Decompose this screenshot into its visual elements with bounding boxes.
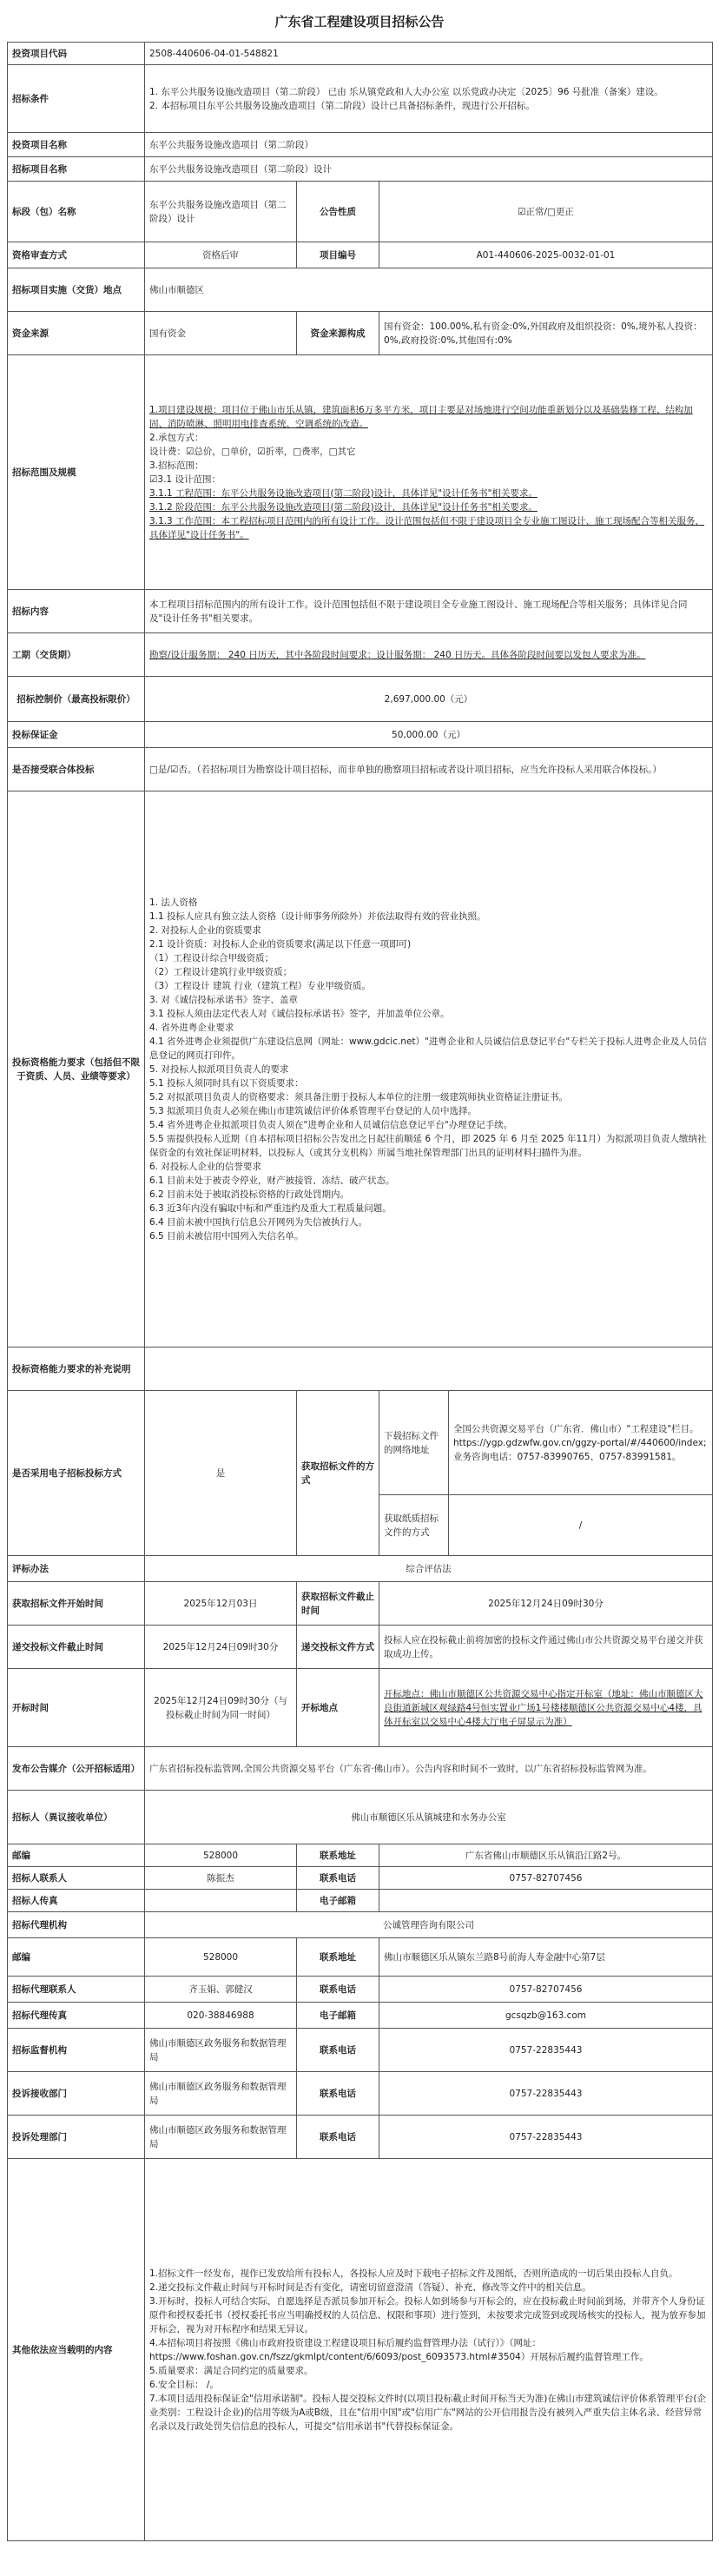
label-requirements: 投标资格能力要求（包括但不限于资质、人员、业绩等要求） <box>8 791 145 1348</box>
value-project-number: A01-440606-2025-0032-01-01 <box>379 242 713 268</box>
row-supplement <box>8 1348 713 1391</box>
value-complaint-phone: 0757-22835443 <box>379 2072 713 2116</box>
value-fund-source-structure: 国有资金：100.00%,私有资金:0%,外国政府及组织投资：0%,境外私人投资：0%,政府投资:0%,其他国有:0% <box>379 312 713 355</box>
label-supervisor: 招标监督机构 <box>8 2029 145 2072</box>
value-requirements: 1. 法人资格 1.1 投标人应具有独立法人资格（设计师事务所除外）并依法取得有效的营业执照。 2. 对投标人企业的资质要求 2.1 设计资质：对投标人企业的资质要求(满足以下任意一项即可) （1）工程设计综合甲级资质； （2）工程设计建筑行业甲级资质； （3）工程设计 建筑 行业（建筑工程）专业甲级资质。 3. 对《诚信投标承诺书》签字、盖章 3.1 投标人须由法定代表人对《诚信投标承诺书》签字，并加盖单位公章。 4. 省外进粤企业要求 4.1 省外进粤企业须提供广东建设信息网（网址：www.gdcic.net）"进粤企业和人员诚信信息登记平台"专栏关于投标人进粤企业及人员信息登记的网页打印件。 5. 对投标人拟派项目负责人的要求 5.1 投标人须同时具有以下资质要求： 5.2 对拟派项目负责人的资格要求：须具备注册于投标人本单位的注册一级建筑师执业资格证注册证书。 5.3 拟派项目负责人必须在佛山市建筑诚信评价体系管理平台登记的人员中选择。 5.4 省外进粤企业拟派项目负责人须在"进粤企业和人员诚信信息登记平台"办理登记手续。 5.5 需提供投标人近期（自本招标项目招标公告发出之日起往前顺延 6 个月，即 2025 年 6 月至 2025 年11月）为拟派项目负责人缴纳社保资金的有效社保证明材料，以投标人（或其分支机构）所属当地社保管理部门出具的证明材料扫描件为准。 6. 对投标人企业的信誉要求 6.1 目前未处于被责令停业，财产被接管、冻结、破产状态。 6.2 目前未处于被取消投标资格的行政处罚期内。 6.3 近3年内没有骗取中标和严重违约及重大工程质量问题。 6.4 目前未被中国执行信息公开网列为失信被执行人。 6.5 目前未被信用中国列入失信名单。 <box>145 791 713 1348</box>
row-media <box>8 1747 713 1791</box>
label-joint-bid: 是否接受联合体投标 <box>8 748 145 791</box>
row-project-code <box>8 43 713 65</box>
row-bidding-project-name <box>8 157 713 182</box>
value-submit-deadline: 2025年12月24日09时30分 <box>145 1626 297 1669</box>
scope-line-4: 3.招标范围： <box>149 460 204 471</box>
row-electronic-bid <box>8 1391 713 1495</box>
row-other <box>8 2159 713 2541</box>
label-fund-source-structure: 资金来源构成 <box>297 312 379 355</box>
row-joint-bid <box>8 748 713 791</box>
value-supplement <box>145 1348 713 1391</box>
value-qualification-review: 资格后审 <box>145 242 297 268</box>
row-fund-source <box>8 312 713 355</box>
value-bidding-condition: 1. 东平公共服务设施改造项目（第二阶段） 已由 乐从镇党政和人大办公室 以乐党政办决定〔2025〕96 号批准（备案）建设。 2. 本招标项目东平公共服务设施改造项目（第二阶段）设计已具备招标条件，现进行公开招标。 <box>145 65 713 133</box>
label-project-number: 项目编号 <box>297 242 379 268</box>
value-tenderer: 佛山市顺德区乐从镇城建和水务办公室 <box>145 1791 713 1844</box>
label-project-code: 投资项目代码 <box>8 43 145 65</box>
row-bidding-condition <box>8 65 713 133</box>
label-agency-postcode: 邮编 <box>8 1938 145 1977</box>
label-scope: 招标范围及规模 <box>8 355 145 590</box>
value-other: 1.招标文件一经发布，视作已发放给所有投标人，各投标人应及时下载电子招标文件及图纸，否则所造成的一切后果由投标人自负。 2.递交投标文件截止时间与开标时间是否有变化，请密切留意澄清（答疑）、补充、修改等文件中的相关信息。 3.开标时，投标人可结合实际，自愿选择是否派员参加开标会。投标人如到场参与开标会的，应在投标截止时间前到场，并带齐个人身份证原件和授权委托书（授权委托书应当明确授权的人员信息、权限和事项）进行签到，未按要求完成签到或现场核实的投标人，视为放弃参加开标会，视为对开标程序和结果无异议。 4.本招标项目将按照《佛山市政府投资建设工程建设项目标后履约监督管理办法（试行）》（网址：https://www.foshan.gov.cn/fszz/gkmlpt/content/6/6093/post_6093573.html#3504）开展标后履约监督管理工作。 5.质量要求：满足合同约定的质量要求。 6.安全目标： /。 7.本项目适用投标保证金"信用承诺制"。投标人提交投标文件时(以项目投标截止时间开标当天为准)在佛山市建筑诚信评价体系管理平台(企业类别：工程设计企业)的信用等级为A或B级，且在"信用中国"或"信用广东"网站的公开信用报告没有被列入严重失信主体名录、经营异常名录以及行政处罚失信信息的投标人，可提交"信用承诺书"代替投标保证金。 <box>145 2159 713 2541</box>
label-download-address: 下载招标文件的网络地址 <box>379 1391 449 1495</box>
label-tenderer: 招标人（異议接收单位） <box>8 1791 145 1844</box>
value-duration: 勘察/设计服务期： 240 日历天，其中各阶段时间要求：设计服务期： 240 日历天。具体各阶段时间要以发包人要求为准。 <box>145 633 713 677</box>
value-agency-address: 佛山市顺德区乐从镇东兰路8号前海人寿金融中心第7层 <box>379 1938 713 1977</box>
value-location: 佛山市顺德区 <box>145 268 713 312</box>
row-supervisor <box>8 2029 713 2072</box>
value-agency-email[interactable]: gcsqzb@163.com <box>379 2003 713 2029</box>
label-location: 招标项目实施（交货）地点 <box>8 268 145 312</box>
label-tenderer-postcode: 邮编 <box>8 1844 145 1867</box>
label-complaint-handler: 投诉处理部门 <box>8 2116 145 2159</box>
scope-line-6: 3.1.1 工程范围：东平公共服务设施改造项目(第二阶段)设计，具体详见"设计任务书"相关要求。 <box>149 487 538 499</box>
label-content: 招标内容 <box>8 590 145 633</box>
value-tenderer-email <box>379 1890 713 1912</box>
value-tenderer-phone: 0757-82707456 <box>379 1867 713 1890</box>
value-content: 本工程项目招标范围内的所有设计工作。设计范围包括但不限于建设项目全专业施工图设计、施工现场配合等相关服务；具体详见合同及"设计任务书"相关要求。 <box>145 590 713 633</box>
label-section-name: 标段（包）名称 <box>8 182 145 242</box>
value-investment-project-name: 东平公共服务设施改造项目（第二阶段） <box>145 133 713 157</box>
value-control-price: 2,697,000.00（元） <box>145 677 713 722</box>
label-duration: 工期（交货期） <box>8 633 145 677</box>
row-complaint-handler <box>8 2116 713 2159</box>
label-agency-phone: 联系电话 <box>297 1977 379 2003</box>
row-agency-fax <box>8 2003 713 2029</box>
value-supervisor-phone: 0757-22835443 <box>379 2029 713 2072</box>
row-evaluation <box>8 1556 713 1582</box>
row-file-time <box>8 1582 713 1626</box>
value-tenderer-contact: 陈振杰 <box>145 1867 297 1890</box>
value-submit-method: 投标人应在投标截止前将加密的投标文件通过佛山市公共资源交易平台递交并获取成功上传。 <box>379 1626 713 1669</box>
row-tenderer-fax <box>8 1890 713 1912</box>
row-agency-postcode <box>8 1938 713 1977</box>
row-section-name <box>8 182 713 242</box>
label-file-method: 获取招标文件的方式 <box>297 1391 379 1556</box>
row-control-price <box>8 677 713 722</box>
scope-line-5: ☑3.1 设计范围： <box>149 473 221 485</box>
row-complaint <box>8 2072 713 2116</box>
label-complaint: 投诉接收部门 <box>8 2072 145 2116</box>
scope-line-7: 3.1.2 阶段范围：东平公共服务设施改造项目(第二阶段)设计，具体详见"设计任务书"相关要求。 <box>149 501 538 513</box>
row-location <box>8 268 713 312</box>
value-agency-postcode: 528000 <box>145 1938 297 1977</box>
value-complaint-handler: 佛山市顺德区政务服务和数据管理局 <box>145 2116 297 2159</box>
scope-line-8: 3.1.3 工作范围：本工程招标项目范围内的所有设计工作。设计范围包括但不限于建设项目全专业施工图设计、施工现场配合等相关服务，具体详见"设计任务书"。 <box>149 515 705 540</box>
value-opening-place: 开标地点：佛山市顺德区公共资源交易中心指定开标室（地址：佛山市顺德区大良街道新城区观绿路4号恒实置业广场1号楼楼顺德区公共资源交易中心4楼，具体开标室以交易中心4楼大厅电子屏显示为准） <box>379 1669 713 1747</box>
value-tenderer-postcode: 528000 <box>145 1844 297 1867</box>
value-notice-nature: ☑正常/□更正 <box>379 182 713 242</box>
label-bond: 投标保证金 <box>8 722 145 748</box>
label-paper-method: 获取纸质招标文件的方式 <box>379 1495 449 1556</box>
value-project-code: 2508-440606-04-01-548821 <box>145 43 713 65</box>
value-media: 广东省招标投标监管网,全国公共资源交易平台（广东省·佛山市）。公告内容和时间不一致时，以广东省招标投标监管网为准。 <box>145 1747 713 1791</box>
label-tenderer-contact: 招标人联系人 <box>8 1867 145 1890</box>
value-file-end: 2025年12月24日09时30分 <box>379 1582 713 1626</box>
row-bond <box>8 722 713 748</box>
label-file-start: 获取招标文件开始时间 <box>8 1582 145 1626</box>
label-evaluation: 评标办法 <box>8 1556 145 1582</box>
row-tenderer-contact <box>8 1867 713 1890</box>
row-tenderer-postcode <box>8 1844 713 1867</box>
value-agency-fax: 020-38846988 <box>145 2003 297 2029</box>
label-control-price: 招标控制价（最高投标限价） <box>8 677 145 722</box>
label-submit-deadline: 递交投标文件截止时间 <box>8 1626 145 1669</box>
row-content <box>8 590 713 633</box>
label-complaint-handler-phone: 联系电话 <box>297 2116 379 2159</box>
value-file-start: 2025年12月03日 <box>145 1582 297 1626</box>
value-agency-contact: 齐玉娟、郭健汉 <box>145 1977 297 2003</box>
scope-line-2: 2.承包方式： <box>149 432 204 443</box>
label-submit-method: 递交投标文件方式 <box>297 1626 379 1669</box>
value-complaint: 佛山市顺德区政务服务和数据管理局 <box>145 2072 297 2116</box>
scope-line-1: 1.项目建设规模：项目位于佛山市乐从镇，建筑面积6万多平方米，项目主要是对场地进行空间功能重新划分以及基础装修工程、结构加固、消防喷淋、照明用电排查系统、空调系统的改造。 <box>149 404 693 429</box>
label-electronic-bid: 是否采用电子招标投标方式 <box>8 1391 145 1556</box>
row-requirements <box>8 791 713 1348</box>
value-section-name: 东平公共服务设施改造项目（第二阶段）设计 <box>145 182 297 242</box>
row-agency-contact <box>8 1977 713 2003</box>
notice-table <box>7 42 713 2541</box>
label-file-end: 获取招标文件截止时间 <box>297 1582 379 1626</box>
value-tenderer-fax <box>145 1890 297 1912</box>
label-opening-time: 开标时间 <box>8 1669 145 1747</box>
value-supervisor: 佛山市顺德区政务服务和数据管理局 <box>145 2029 297 2072</box>
value-bidding-project-name: 东平公共服务设施改造项目（第二阶段）设计 <box>145 157 713 182</box>
label-agency-email: 电子邮箱 <box>297 2003 379 2029</box>
value-complaint-handler-phone: 0757-22835443 <box>379 2116 713 2159</box>
value-scope <box>145 355 713 590</box>
label-investment-project-name: 投资项目名称 <box>8 133 145 157</box>
value-electronic-bid: 是 <box>145 1391 297 1556</box>
value-bond: 50,000.00（元） <box>145 722 713 748</box>
label-supervisor-phone: 联系电话 <box>297 2029 379 2072</box>
label-tenderer-phone: 联系电话 <box>297 1867 379 1890</box>
label-other: 其他依法应当载明的内容 <box>8 2159 145 2541</box>
value-agency-phone: 0757-82707456 <box>379 1977 713 2003</box>
label-media: 发布公告媒介（公开招标适用） <box>8 1747 145 1791</box>
label-supplement: 投标资格能力要求的补充说明 <box>8 1348 145 1391</box>
row-submit <box>8 1626 713 1669</box>
label-agency-fax: 招标代理传真 <box>8 2003 145 2029</box>
label-tenderer-address: 联系地址 <box>297 1844 379 1867</box>
label-notice-nature: 公告性质 <box>297 182 379 242</box>
value-evaluation: 综合评估法 <box>145 1556 713 1582</box>
label-fund-source: 资金来源 <box>8 312 145 355</box>
label-complaint-phone: 联系电话 <box>297 2072 379 2116</box>
row-qualification-review <box>8 242 713 268</box>
row-agency <box>8 1912 713 1938</box>
scope-line-3: 设计费：☑总价，□单价，☑折率，□费率，□其它 <box>149 446 356 457</box>
value-joint-bid: □是/☑否。（若招标项目为勘察设计项目招标，而非单独的勘察项目招标或者设计项目招标，应当允许投标人采用联合体投标。） <box>145 748 713 791</box>
value-tenderer-address: 广东省佛山市顺德区乐从镇沿江路2号。 <box>379 1844 713 1867</box>
label-bidding-condition: 招标条件 <box>8 65 145 133</box>
row-tenderer <box>8 1791 713 1844</box>
row-scope <box>8 355 713 590</box>
row-opening <box>8 1669 713 1747</box>
value-agency: 公诚管理咨询有限公司 <box>145 1912 713 1938</box>
value-fund-source: 国有资金 <box>145 312 297 355</box>
page-title: 广东省工程建设项目招标公告 <box>274 14 445 30</box>
value-download-address[interactable]: 全国公共资源交易平台（广东省．佛山市）"工程建设"栏目。https://ygp.gdzwfw.gov.cn/ggzy-portal/#/440600/index;业务咨询电话：0757-83990765、0757-83991581。 <box>449 1391 713 1495</box>
label-bidding-project-name: 招标项目名称 <box>8 157 145 182</box>
label-agency-contact: 招标代理联系人 <box>8 1977 145 2003</box>
row-investment-project-name <box>8 133 713 157</box>
label-tenderer-fax: 招标人传真 <box>8 1890 145 1912</box>
label-qualification-review: 资格审查方式 <box>8 242 145 268</box>
label-tenderer-email: 电子邮箱 <box>297 1890 379 1912</box>
label-agency-address: 联系地址 <box>297 1938 379 1977</box>
value-opening-time: 2025年12月24日09时30分（与投标截止时间为同一时间） <box>145 1669 297 1747</box>
value-paper-method: / <box>449 1495 713 1556</box>
label-opening-place: 开标地点 <box>297 1669 379 1747</box>
row-duration <box>8 633 713 677</box>
label-agency: 招标代理机构 <box>8 1912 145 1938</box>
